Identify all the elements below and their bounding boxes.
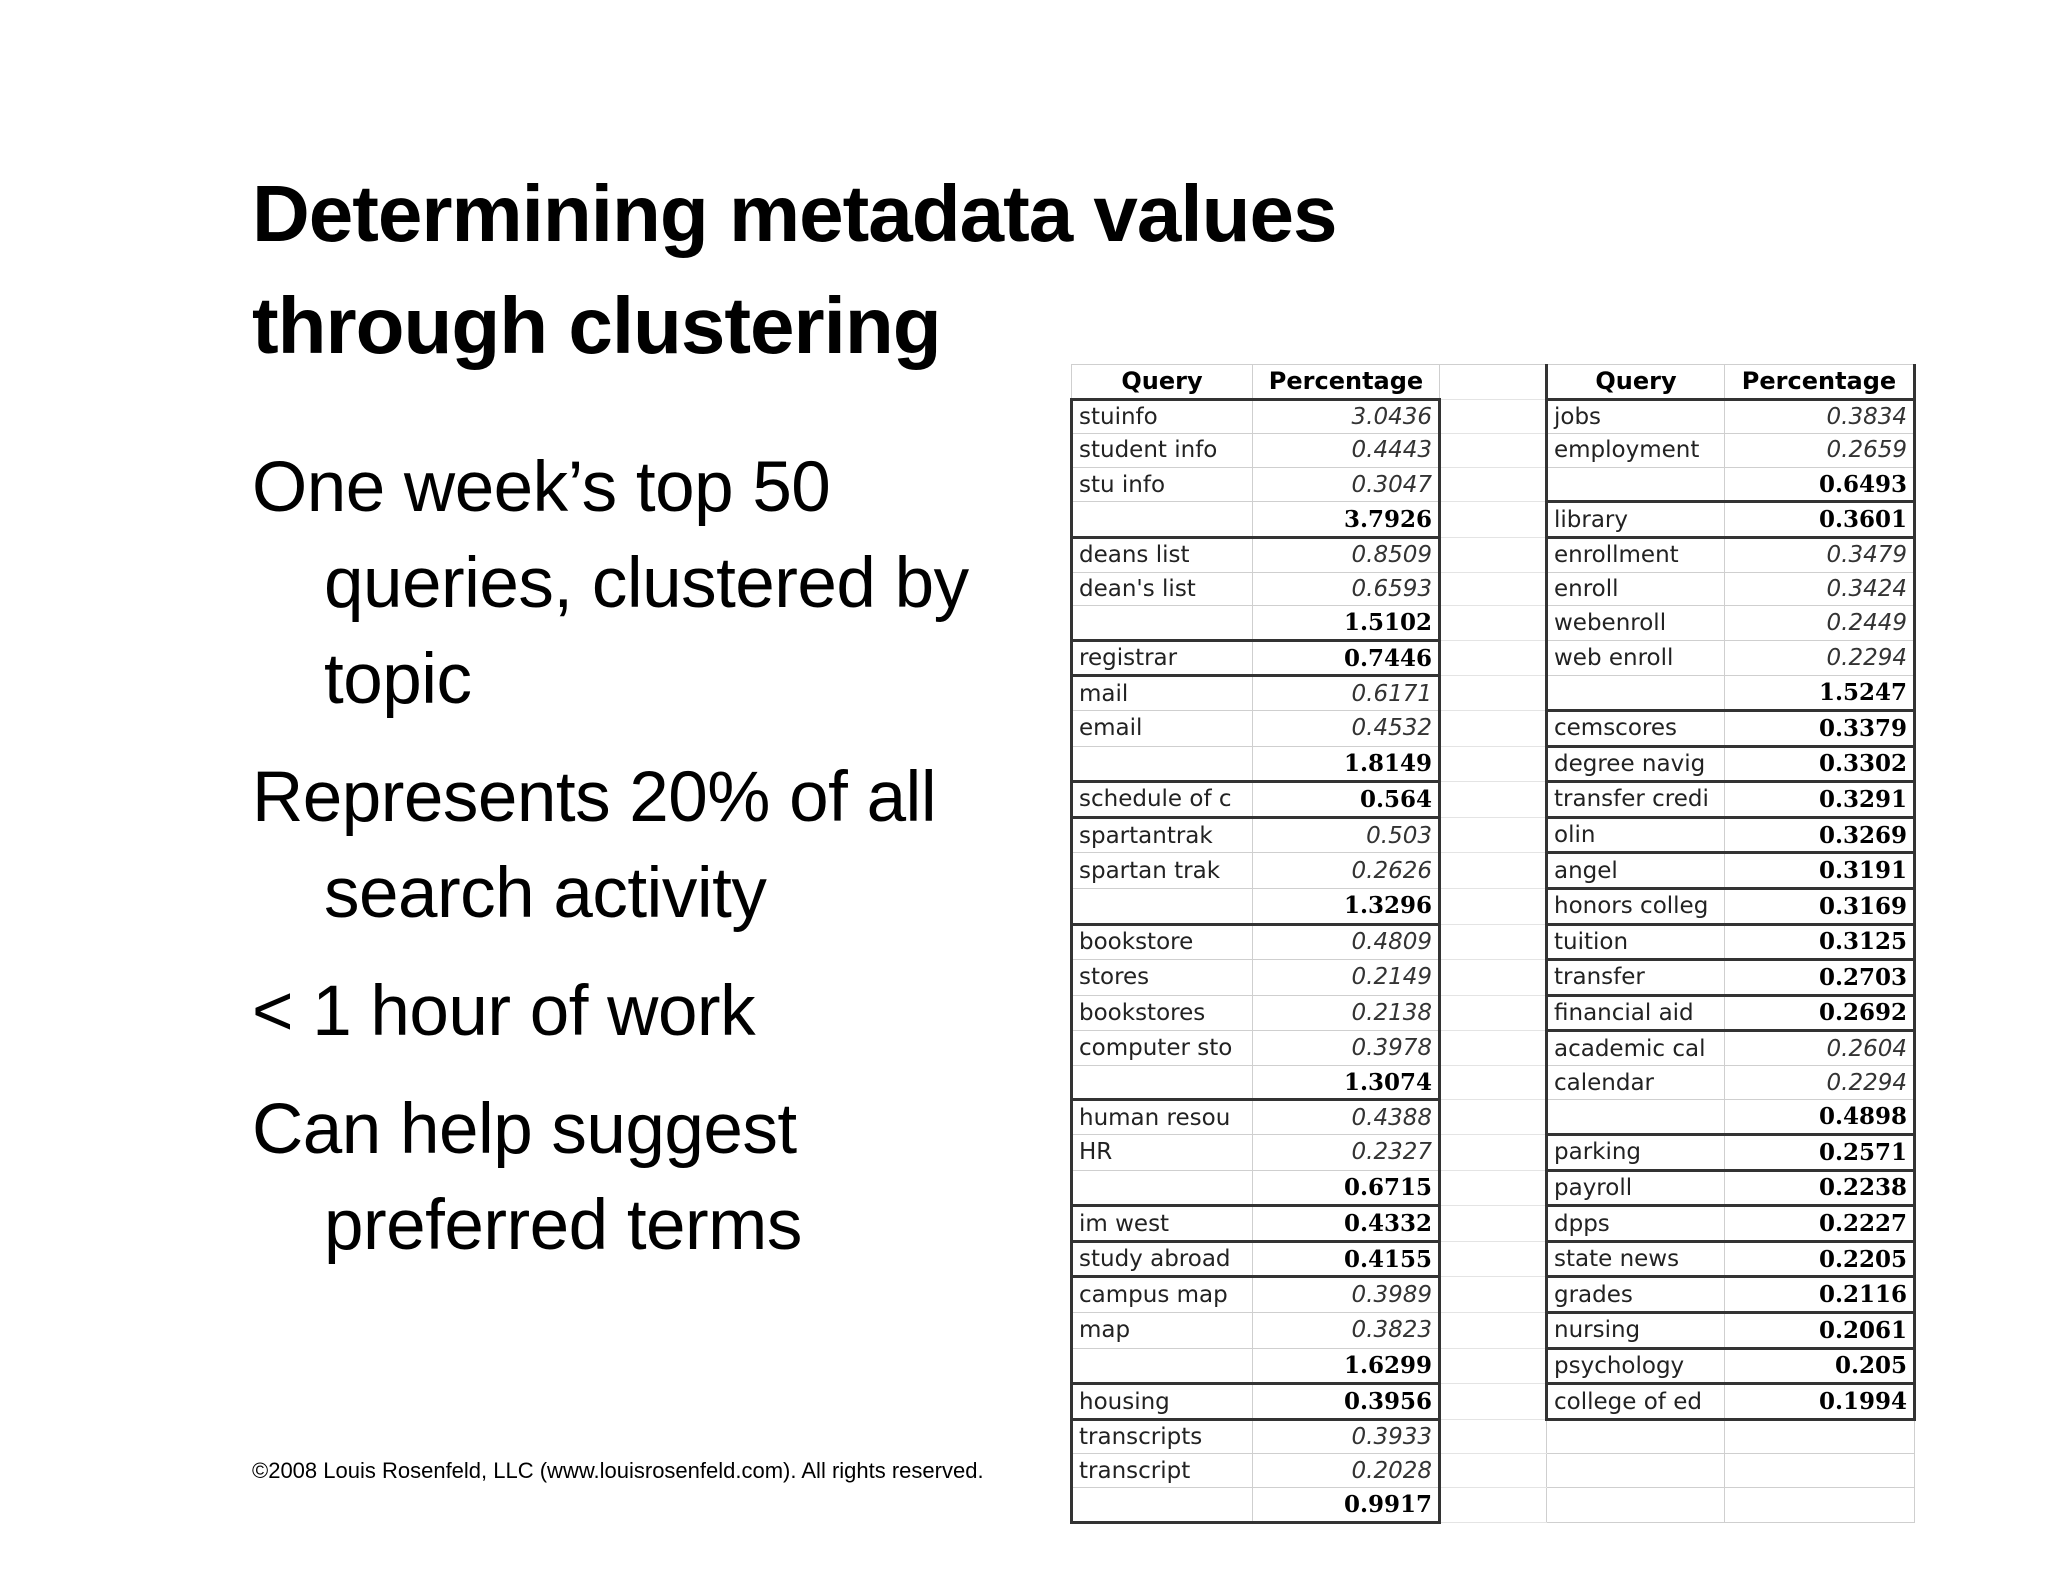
right-percentage-cell: 0.2692: [1725, 995, 1915, 1031]
table-row: [1072, 1277, 1915, 1313]
left-query-cell: [1072, 502, 1253, 538]
table-row: [1072, 537, 1915, 572]
right-percentage-cell: 0.3479: [1725, 537, 1915, 572]
table-row: [1072, 572, 1915, 606]
right-query-cell: college of ed: [1547, 1384, 1725, 1420]
table-row: [1072, 1135, 1915, 1171]
column-gap: [1440, 1135, 1547, 1171]
left-query-cell: [1072, 888, 1253, 924]
column-gap: [1440, 1065, 1547, 1100]
column-gap: [1440, 888, 1547, 924]
right-query-cell: enroll: [1547, 572, 1725, 606]
left-query-cell: mail: [1072, 676, 1253, 711]
table-row: [1072, 640, 1915, 676]
right-percentage-cell: 0.205: [1725, 1348, 1915, 1384]
left-percentage-cell: 0.8509: [1253, 537, 1440, 572]
column-gap: [1440, 1277, 1547, 1313]
right-percentage-cell: 0.6493: [1725, 467, 1915, 502]
right-percentage-cell: 0.3191: [1725, 853, 1915, 889]
column-gap: [1440, 995, 1547, 1031]
left-percentage-cell: 1.8149: [1253, 746, 1440, 782]
table-row: [1072, 606, 1915, 641]
left-query-cell: schedule of c: [1072, 782, 1253, 818]
right-query-cell: [1547, 676, 1725, 711]
left-query-cell: student info: [1072, 434, 1253, 468]
left-query-cell: HR: [1072, 1135, 1253, 1171]
left-percentage-cell: 0.6715: [1253, 1170, 1440, 1206]
column-gap: [1440, 853, 1547, 889]
right-query-cell: olin: [1547, 817, 1725, 853]
table-row: [1072, 434, 1915, 468]
left-query-cell: [1072, 606, 1253, 641]
left-percentage-cell: 0.4332: [1253, 1206, 1440, 1242]
table-body: [1072, 399, 1915, 1522]
table-row: [1072, 1031, 1915, 1066]
bullet-item: Can help suggest preferred terms: [252, 1090, 802, 1265]
left-query-cell: transcript: [1072, 1454, 1253, 1488]
column-gap: [1440, 1348, 1547, 1384]
left-query-cell: study abroad: [1072, 1241, 1253, 1277]
right-query-cell: webenroll: [1547, 606, 1725, 641]
left-percentage-cell: 0.503: [1253, 817, 1440, 853]
column-gap: [1440, 1419, 1547, 1454]
column-gap: [1440, 606, 1547, 641]
left-percentage-cell: 3.0436: [1253, 399, 1440, 434]
bullet-item: < 1 hour of work: [252, 972, 756, 1051]
right-query-cell: state news: [1547, 1241, 1725, 1277]
right-query-cell: calendar: [1547, 1065, 1725, 1100]
left-query-cell: computer sto: [1072, 1031, 1253, 1066]
left-percentage-cell: 0.2138: [1253, 995, 1440, 1031]
slide-title-line-1: Determining metadata values: [252, 169, 1337, 258]
right-query-cell: financial aid: [1547, 995, 1725, 1031]
table-row: [1072, 1348, 1915, 1384]
left-percentage-cell: 1.3296: [1253, 888, 1440, 924]
left-percentage-cell: 0.2149: [1253, 960, 1440, 996]
left-percentage-cell: 0.4532: [1253, 710, 1440, 746]
bullet-item: One week’s top 50 queries, clustered by topic: [252, 448, 969, 719]
column-gap: [1440, 537, 1547, 572]
right-query-cell: jobs: [1547, 399, 1725, 434]
left-percentage-cell: 0.2028: [1253, 1454, 1440, 1488]
right-query-cell: transfer credi: [1547, 782, 1725, 818]
right-percentage-cell: 0.2294: [1725, 1065, 1915, 1100]
right-query-cell: dpps: [1547, 1206, 1725, 1242]
right-query-cell: library: [1547, 502, 1725, 538]
left-percentage-cell: 1.6299: [1253, 1348, 1440, 1384]
right-query-cell: enrollment: [1547, 537, 1725, 572]
left-percentage-cell: 0.2327: [1253, 1135, 1440, 1171]
left-percentage-cell: 0.3047: [1253, 467, 1440, 502]
column-gap: [1440, 1206, 1547, 1242]
left-percentage-header: Percentage: [1253, 365, 1440, 400]
column-gap: [1440, 1170, 1547, 1206]
left-query-cell: stores: [1072, 960, 1253, 996]
right-percentage-cell: 0.3424: [1725, 572, 1915, 606]
column-gap: [1440, 434, 1547, 468]
right-percentage-cell: 0.3379: [1725, 710, 1915, 746]
right-query-cell: [1547, 467, 1725, 502]
right-query-cell: nursing: [1547, 1313, 1725, 1349]
right-percentage-cell: 0.3269: [1725, 817, 1915, 853]
left-percentage-cell: 0.3978: [1253, 1031, 1440, 1066]
left-percentage-cell: 0.7446: [1253, 640, 1440, 676]
table-row: [1072, 960, 1915, 996]
column-gap: [1440, 710, 1547, 746]
table-header-row: [1072, 365, 1915, 400]
left-query-cell: dean's list: [1072, 572, 1253, 606]
column-gap: [1440, 1384, 1547, 1420]
left-query-header: Query: [1072, 365, 1253, 400]
table-row: [1072, 1384, 1915, 1420]
right-percentage-cell: 0.4898: [1725, 1100, 1915, 1135]
empty-cell: [1547, 1454, 1725, 1488]
table-row: [1072, 399, 1915, 434]
left-query-cell: [1072, 1488, 1253, 1523]
left-percentage-cell: 3.7926: [1253, 502, 1440, 538]
column-gap: [1440, 365, 1547, 400]
left-query-cell: [1072, 1065, 1253, 1100]
table-row: [1072, 853, 1915, 889]
right-query-cell: angel: [1547, 853, 1725, 889]
table-row: [1072, 924, 1915, 960]
right-percentage-cell: 1.5247: [1725, 676, 1915, 711]
table-row: [1072, 817, 1915, 853]
left-percentage-cell: 0.3823: [1253, 1313, 1440, 1349]
right-percentage-cell: 0.3125: [1725, 924, 1915, 960]
table-row: [1072, 467, 1915, 502]
column-gap: [1440, 640, 1547, 676]
right-query-cell: academic cal: [1547, 1031, 1725, 1066]
column-gap: [1440, 572, 1547, 606]
right-percentage-cell: 0.2294: [1725, 640, 1915, 676]
column-gap: [1440, 782, 1547, 818]
left-percentage-cell: 0.6171: [1253, 676, 1440, 711]
right-query-cell: parking: [1547, 1135, 1725, 1171]
left-percentage-cell: 0.4388: [1253, 1100, 1440, 1135]
left-query-cell: map: [1072, 1313, 1253, 1349]
column-gap: [1440, 1488, 1547, 1523]
right-percentage-header: Percentage: [1725, 365, 1915, 400]
table-row: [1072, 676, 1915, 711]
left-percentage-cell: 1.5102: [1253, 606, 1440, 641]
table-row: [1072, 746, 1915, 782]
left-query-cell: human resou: [1072, 1100, 1253, 1135]
empty-cell: [1725, 1488, 1915, 1523]
empty-cell: [1725, 1454, 1915, 1488]
right-percentage-cell: 0.2061: [1725, 1313, 1915, 1349]
query-clusters-table-wrapper: [1070, 364, 1916, 1524]
empty-cell: [1547, 1488, 1725, 1523]
left-percentage-cell: 0.564: [1253, 782, 1440, 818]
right-percentage-cell: 0.3302: [1725, 746, 1915, 782]
table-row: [1072, 1206, 1915, 1242]
right-query-cell: cemscores: [1547, 710, 1725, 746]
slide-title: [252, 158, 1552, 382]
left-query-cell: stu info: [1072, 467, 1253, 502]
right-percentage-cell: 0.3601: [1725, 502, 1915, 538]
right-query-cell: employment: [1547, 434, 1725, 468]
right-percentage-cell: 0.3169: [1725, 888, 1915, 924]
column-gap: [1440, 1313, 1547, 1349]
right-percentage-cell: 0.2604: [1725, 1031, 1915, 1066]
slide-title-line-2: through clustering: [252, 281, 941, 370]
table-row: [1072, 710, 1915, 746]
right-percentage-cell: 0.1994: [1725, 1384, 1915, 1420]
right-percentage-cell: 0.2449: [1725, 606, 1915, 641]
empty-cell: [1725, 1419, 1915, 1454]
table-row: [1072, 1241, 1915, 1277]
table-row: [1072, 995, 1915, 1031]
table-row: [1072, 1065, 1915, 1100]
right-query-cell: psychology: [1547, 1348, 1725, 1384]
left-percentage-cell: 0.9917: [1253, 1488, 1440, 1523]
column-gap: [1440, 1241, 1547, 1277]
left-query-cell: im west: [1072, 1206, 1253, 1242]
left-percentage-cell: 0.4155: [1253, 1241, 1440, 1277]
right-query-cell: payroll: [1547, 1170, 1725, 1206]
column-gap: [1440, 1454, 1547, 1488]
bullet-list: [252, 440, 1052, 1296]
left-percentage-cell: 0.4809: [1253, 924, 1440, 960]
right-query-cell: web enroll: [1547, 640, 1725, 676]
left-percentage-cell: 0.6593: [1253, 572, 1440, 606]
right-query-cell: transfer: [1547, 960, 1725, 996]
column-gap: [1440, 467, 1547, 502]
column-gap: [1440, 1031, 1547, 1066]
left-query-cell: deans list: [1072, 537, 1253, 572]
query-clusters-table: [1070, 364, 1916, 1524]
left-query-cell: transcripts: [1072, 1419, 1253, 1454]
right-query-cell: honors colleg: [1547, 888, 1725, 924]
right-query-cell: grades: [1547, 1277, 1725, 1313]
left-percentage-cell: 1.3074: [1253, 1065, 1440, 1100]
copyright-notice: ©2008 Louis Rosenfeld, LLC (www.louisrosenfeld.com). All rights reserved.: [252, 1458, 984, 1483]
left-query-cell: campus map: [1072, 1277, 1253, 1313]
table-row: [1072, 1419, 1915, 1454]
column-gap: [1440, 746, 1547, 782]
table-row: [1072, 1488, 1915, 1523]
bullet-item: Represents 20% of all search activity: [252, 758, 937, 933]
column-gap: [1440, 1100, 1547, 1135]
left-query-cell: email: [1072, 710, 1253, 746]
right-query-cell: tuition: [1547, 924, 1725, 960]
left-query-cell: spartan trak: [1072, 853, 1253, 889]
table-row: [1072, 1313, 1915, 1349]
left-query-cell: stuinfo: [1072, 399, 1253, 434]
left-query-cell: housing: [1072, 1384, 1253, 1420]
left-query-cell: bookstores: [1072, 995, 1253, 1031]
left-query-cell: registrar: [1072, 640, 1253, 676]
right-query-cell: degree navig: [1547, 746, 1725, 782]
column-gap: [1440, 502, 1547, 538]
right-percentage-cell: 0.2238: [1725, 1170, 1915, 1206]
right-percentage-cell: 0.2571: [1725, 1135, 1915, 1171]
right-query-header: Query: [1547, 365, 1725, 400]
column-gap: [1440, 676, 1547, 711]
left-percentage-cell: 0.2626: [1253, 853, 1440, 889]
left-percentage-cell: 0.4443: [1253, 434, 1440, 468]
left-query-cell: spartantrak: [1072, 817, 1253, 853]
right-query-cell: [1547, 1100, 1725, 1135]
left-percentage-cell: 0.3989: [1253, 1277, 1440, 1313]
empty-cell: [1547, 1419, 1725, 1454]
table-row: [1072, 1170, 1915, 1206]
left-query-cell: bookstore: [1072, 924, 1253, 960]
column-gap: [1440, 817, 1547, 853]
right-percentage-cell: 0.2205: [1725, 1241, 1915, 1277]
left-percentage-cell: 0.3956: [1253, 1384, 1440, 1420]
table-row: [1072, 1100, 1915, 1135]
left-query-cell: [1072, 746, 1253, 782]
left-query-cell: [1072, 1170, 1253, 1206]
column-gap: [1440, 960, 1547, 996]
left-query-cell: [1072, 1348, 1253, 1384]
table-row: [1072, 888, 1915, 924]
right-percentage-cell: 0.2703: [1725, 960, 1915, 996]
right-percentage-cell: 0.3834: [1725, 399, 1915, 434]
table-row: [1072, 782, 1915, 818]
right-percentage-cell: 0.2659: [1725, 434, 1915, 468]
right-percentage-cell: 0.2227: [1725, 1206, 1915, 1242]
table-row: [1072, 1454, 1915, 1488]
column-gap: [1440, 924, 1547, 960]
right-percentage-cell: 0.2116: [1725, 1277, 1915, 1313]
column-gap: [1440, 399, 1547, 434]
table-row: [1072, 502, 1915, 538]
right-percentage-cell: 0.3291: [1725, 782, 1915, 818]
left-percentage-cell: 0.3933: [1253, 1419, 1440, 1454]
